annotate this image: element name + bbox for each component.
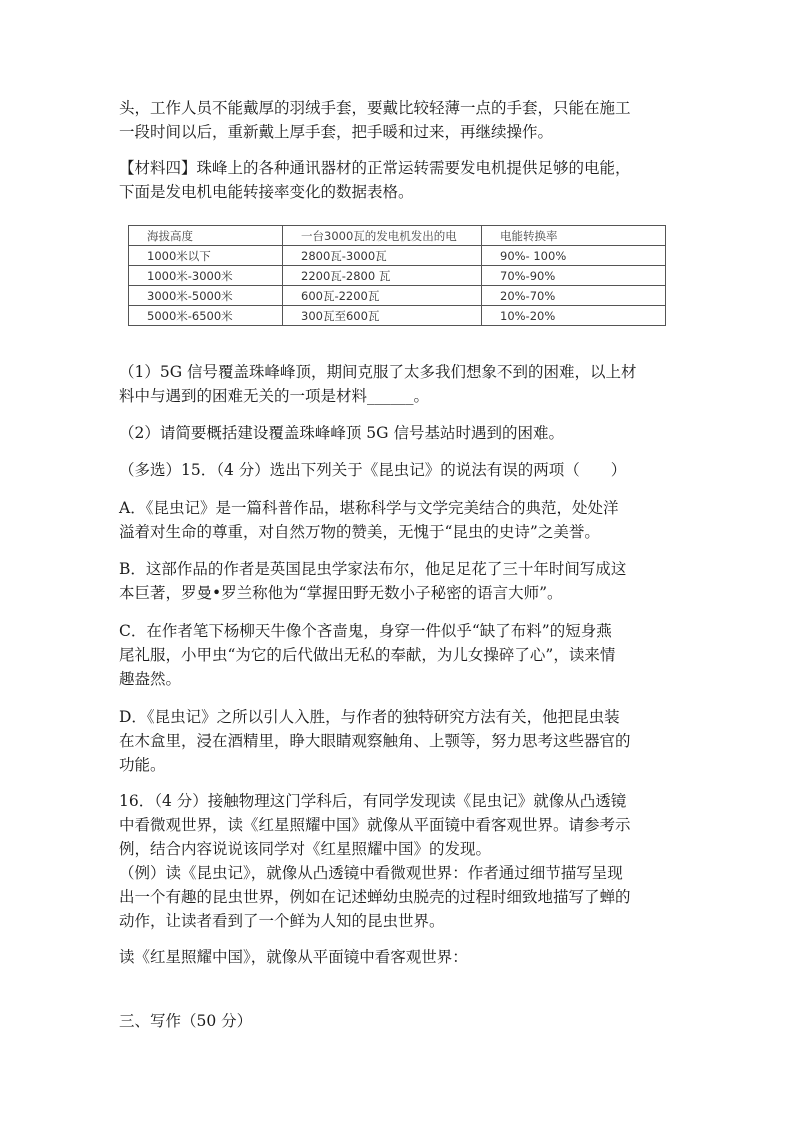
text-line: 溢着对生命的尊重，对自然万物的赞美，无愧于“昆虫的史诗”之美誉。 [119, 523, 600, 541]
text-line: （多选）15．（4 分）选出下列关于《昆虫记》的说法有误的两项（ ） [119, 461, 627, 479]
paragraph-material-three-end [119, 96, 679, 144]
text-line: 16．（4 分）接触物理这门学科后，有同学发现读《昆虫记》就像从凸透镜 [119, 792, 627, 810]
text-line: （1）5G 信号覆盖珠峰峰顶，期间克服了太多我们想象不到的困难，以上材 [119, 363, 637, 381]
section-writing-heading [119, 1009, 679, 1033]
table-cell: 3000米-5000米 [129, 286, 283, 306]
text-line: 尾礼服，小甲虫“为它的后代做出无私的奉献，为儿女操碎了心”，读来情 [119, 646, 616, 664]
table-row [129, 246, 666, 266]
text-line: 中看微观世界，读《红星照耀中国》就像从平面镜中看客观世界。请参考示 [119, 816, 631, 834]
text-line: A．《昆虫记》是一篇科普作品，堪称科学与文学完美结合的典范，处处洋 [119, 499, 619, 517]
text-line: 下面是发电机电能转接率变化的数据表格。 [119, 183, 414, 201]
table-row [129, 306, 666, 326]
table-row [129, 266, 666, 286]
text-line: 出一个有趣的昆虫世界，例如在记述蝉幼虫脱壳的过程时细致地描写了蝉的 [119, 888, 631, 906]
table-cell: 20%-70% [482, 286, 666, 306]
table-cell: 1000米-3000米 [129, 266, 283, 286]
text-line: 动作，让读者看到了一个鲜为人知的昆虫世界。 [119, 912, 445, 930]
text-line: 三、写作（50 分） [119, 1012, 253, 1030]
table-cell: 2800瓦-3000瓦 [283, 246, 482, 266]
text-line: （例）读《昆虫记》，就像从凸透镜中看微观世界：作者通过细节描写呈现 [119, 864, 623, 882]
example-paragraph [119, 861, 679, 933]
text-line: （2）请简要概括建设覆盖珠峰峰顶 5G 信号基站时遇到的困难。 [119, 424, 564, 442]
table-cell: 90%- 100% [482, 246, 666, 266]
table-cell: 600瓦-2200瓦 [283, 286, 482, 306]
answer-prompt [119, 945, 679, 969]
text-line: C．在作者笔下杨柳天牛像个吝啬鬼，身穿一件似乎“缺了布料”的短身燕 [119, 622, 612, 640]
option-a [119, 496, 679, 544]
table-cell: 300瓦至600瓦 [283, 306, 482, 326]
question-2 [119, 421, 679, 445]
text-line: D．《昆虫记》之所以引人入胜，与作者的独特研究方法有关，他把昆虫装 [119, 708, 620, 726]
generator-efficiency-table [128, 225, 666, 326]
text-line: 趣盎然。 [119, 670, 182, 688]
text-line: B．这部作品的作者是英国昆虫学家法布尔，他足足花了三十年时间写成这 [119, 560, 627, 578]
table-cell: 2200瓦-2800 瓦 [283, 266, 482, 286]
paragraph-material-four [119, 156, 679, 204]
option-c [119, 619, 679, 691]
question-16 [119, 789, 679, 861]
table-cell: 10%-20% [482, 306, 666, 326]
text-line: 料中与遇到的困难无关的一项是材料______。 [119, 387, 430, 405]
text-line: 本巨著，罗曼•罗兰称他为“掌握田野无数小子秘密的语言大师”。 [119, 584, 563, 602]
table-row [129, 286, 666, 306]
table-cell: 70%-90% [482, 266, 666, 286]
text-line: 一段时间以后，重新戴上厚手套，把手暖和过来，再继续操作。 [119, 123, 554, 141]
option-b [119, 557, 679, 605]
text-line: 读《红星照耀中国》，就像从平面镜中看客观世界： [119, 948, 468, 966]
text-line: 在木盒里，浸在酒精里，睁大眼睛观察触角、上颚等，努力思考这些器官的 [119, 732, 631, 750]
table-cell: 5000米-6500米 [129, 306, 283, 326]
table-header-row [129, 226, 666, 246]
table-header-cell: 一台3000瓦的发电机发出的电 [283, 226, 482, 246]
option-d [119, 705, 679, 777]
text-line: 例，结合内容说说该同学对《红星照耀中国》的发现。 [119, 840, 492, 858]
table-cell: 1000米以下 [129, 246, 283, 266]
question-1 [119, 360, 679, 408]
question-15 [119, 458, 679, 482]
text-line: 头，工作人员不能戴厚的羽绒手套，要戴比较轻薄一点的手套，只能在施工 [119, 99, 631, 117]
text-line: 【材料四】珠峰上的各种通讯器材的正常运转需要发电机提供足够的电能， [119, 159, 631, 177]
table-header-cell: 电能转换率 [482, 226, 666, 246]
table-header-cell: 海拔高度 [129, 226, 283, 246]
text-line: 功能。 [119, 756, 166, 774]
